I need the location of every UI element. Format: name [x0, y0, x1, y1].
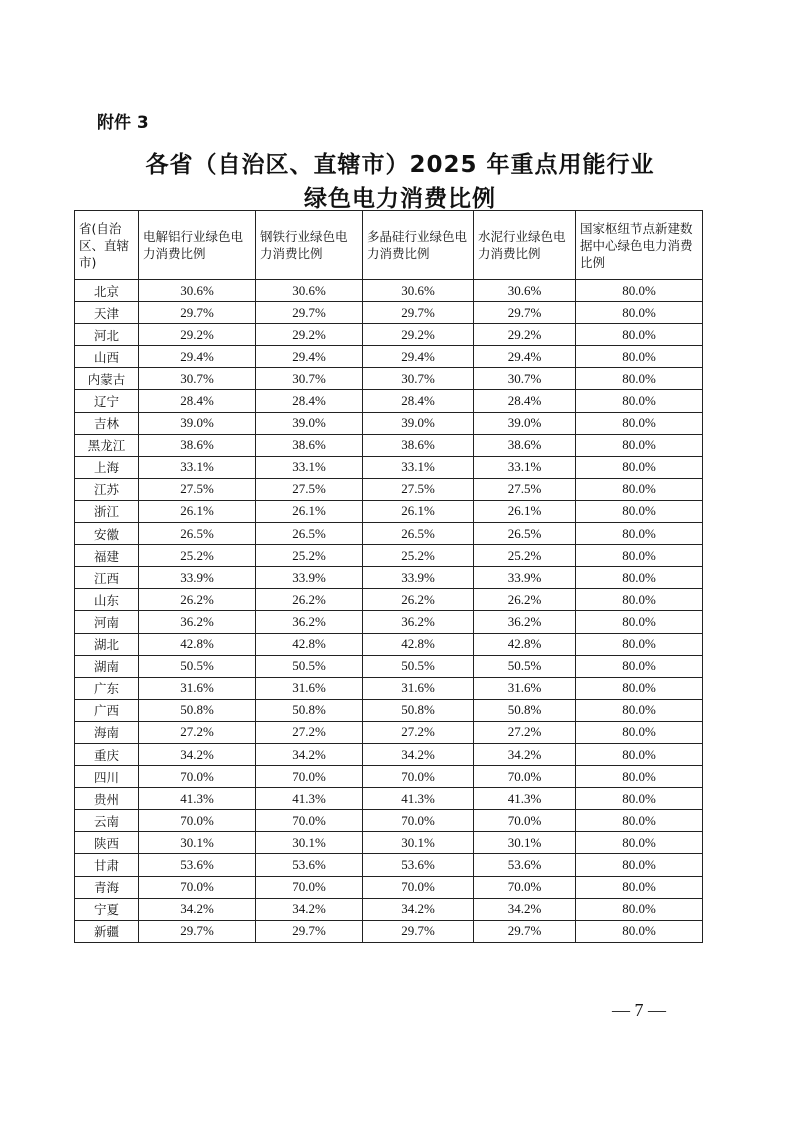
table-row [75, 346, 703, 368]
polysilicon-ratio-cell: 30.7% [363, 368, 474, 390]
data-center-ratio-cell: 80.0% [576, 523, 703, 545]
data-center-ratio-cell: 80.0% [576, 390, 703, 412]
cement-ratio-cell: 34.2% [474, 898, 576, 920]
province-cell: 浙江 [75, 500, 139, 522]
aluminum-ratio-cell: 36.2% [139, 611, 256, 633]
steel-ratio-cell: 33.9% [256, 567, 363, 589]
table-row [75, 412, 703, 434]
data-center-ratio-cell: 80.0% [576, 766, 703, 788]
steel-ratio-cell: 70.0% [256, 810, 363, 832]
data-center-ratio-cell: 80.0% [576, 898, 703, 920]
polysilicon-ratio-cell: 70.0% [363, 766, 474, 788]
province-cell: 云南 [75, 810, 139, 832]
polysilicon-ratio-cell: 39.0% [363, 412, 474, 434]
province-cell: 天津 [75, 302, 139, 324]
table-row [75, 633, 703, 655]
steel-ratio-cell: 27.2% [256, 721, 363, 743]
data-center-ratio-cell: 80.0% [576, 567, 703, 589]
province-cell: 海南 [75, 721, 139, 743]
province-cell: 甘肃 [75, 854, 139, 876]
aluminum-ratio-cell: 28.4% [139, 390, 256, 412]
attachment-label: 附件 3 [97, 113, 149, 133]
table-row [75, 876, 703, 898]
polysilicon-ratio-cell: 30.6% [363, 280, 474, 302]
aluminum-ratio-cell: 41.3% [139, 788, 256, 810]
table-row [75, 456, 703, 478]
steel-ratio-cell: 36.2% [256, 611, 363, 633]
aluminum-ratio-cell: 30.6% [139, 280, 256, 302]
polysilicon-ratio-cell: 26.1% [363, 500, 474, 522]
aluminum-ratio-cell: 50.5% [139, 655, 256, 677]
cement-ratio-cell: 70.0% [474, 810, 576, 832]
aluminum-ratio-cell: 26.1% [139, 500, 256, 522]
province-cell: 黑龙江 [75, 434, 139, 456]
polysilicon-ratio-cell: 29.4% [363, 346, 474, 368]
column-header-cement: 水泥行业绿色电力消费比例 [474, 211, 576, 280]
table-row [75, 324, 703, 346]
data-center-ratio-cell: 80.0% [576, 677, 703, 699]
steel-ratio-cell: 30.1% [256, 832, 363, 854]
polysilicon-ratio-cell: 50.8% [363, 699, 474, 721]
table-row [75, 368, 703, 390]
province-cell: 辽宁 [75, 390, 139, 412]
province-cell: 广东 [75, 677, 139, 699]
data-center-ratio-cell: 80.0% [576, 920, 703, 942]
steel-ratio-cell: 41.3% [256, 788, 363, 810]
polysilicon-ratio-cell: 33.9% [363, 567, 474, 589]
ratio-table [74, 210, 703, 943]
steel-ratio-cell: 29.7% [256, 302, 363, 324]
aluminum-ratio-cell: 30.1% [139, 832, 256, 854]
polysilicon-ratio-cell: 30.1% [363, 832, 474, 854]
province-cell: 贵州 [75, 788, 139, 810]
data-center-ratio-cell: 80.0% [576, 280, 703, 302]
table-row [75, 280, 703, 302]
steel-ratio-cell: 38.6% [256, 434, 363, 456]
data-center-ratio-cell: 80.0% [576, 699, 703, 721]
aluminum-ratio-cell: 70.0% [139, 876, 256, 898]
aluminum-ratio-cell: 50.8% [139, 699, 256, 721]
steel-ratio-cell: 53.6% [256, 854, 363, 876]
province-cell: 吉林 [75, 412, 139, 434]
steel-ratio-cell: 26.2% [256, 589, 363, 611]
aluminum-ratio-cell: 39.0% [139, 412, 256, 434]
column-header-polysilicon: 多晶硅行业绿色电力消费比例 [363, 211, 474, 280]
province-cell: 北京 [75, 280, 139, 302]
table-row [75, 545, 703, 567]
table-row [75, 721, 703, 743]
table-row [75, 611, 703, 633]
table-row [75, 810, 703, 832]
province-cell: 重庆 [75, 743, 139, 765]
polysilicon-ratio-cell: 29.7% [363, 302, 474, 324]
table-row [75, 699, 703, 721]
province-cell: 湖北 [75, 633, 139, 655]
steel-ratio-cell: 29.4% [256, 346, 363, 368]
province-cell: 广西 [75, 699, 139, 721]
table-row [75, 478, 703, 500]
steel-ratio-cell: 39.0% [256, 412, 363, 434]
data-center-ratio-cell: 80.0% [576, 324, 703, 346]
cement-ratio-cell: 26.2% [474, 589, 576, 611]
cement-ratio-cell: 29.4% [474, 346, 576, 368]
data-center-ratio-cell: 80.0% [576, 743, 703, 765]
province-cell: 山西 [75, 346, 139, 368]
aluminum-ratio-cell: 34.2% [139, 743, 256, 765]
province-cell: 上海 [75, 456, 139, 478]
column-header-steel: 钢铁行业绿色电力消费比例 [256, 211, 363, 280]
province-cell: 河南 [75, 611, 139, 633]
table-row [75, 302, 703, 324]
table-header-row [75, 211, 703, 280]
cement-ratio-cell: 70.0% [474, 766, 576, 788]
cement-ratio-cell: 30.6% [474, 280, 576, 302]
province-cell: 福建 [75, 545, 139, 567]
province-cell: 山东 [75, 589, 139, 611]
steel-ratio-cell: 34.2% [256, 898, 363, 920]
data-center-ratio-cell: 80.0% [576, 302, 703, 324]
polysilicon-ratio-cell: 26.2% [363, 589, 474, 611]
steel-ratio-cell: 70.0% [256, 766, 363, 788]
data-center-ratio-cell: 80.0% [576, 434, 703, 456]
cement-ratio-cell: 28.4% [474, 390, 576, 412]
polysilicon-ratio-cell: 27.5% [363, 478, 474, 500]
cement-ratio-cell: 33.1% [474, 456, 576, 478]
table-row [75, 434, 703, 456]
cement-ratio-cell: 26.5% [474, 523, 576, 545]
data-center-ratio-cell: 80.0% [576, 788, 703, 810]
province-cell: 江苏 [75, 478, 139, 500]
data-center-ratio-cell: 80.0% [576, 545, 703, 567]
steel-ratio-cell: 27.5% [256, 478, 363, 500]
polysilicon-ratio-cell: 70.0% [363, 810, 474, 832]
table-row [75, 898, 703, 920]
data-center-ratio-cell: 80.0% [576, 633, 703, 655]
document-title-line-1: 各省（自治区、直辖市）2025 年重点用能行业 [145, 152, 655, 178]
data-center-ratio-cell: 80.0% [576, 655, 703, 677]
steel-ratio-cell: 28.4% [256, 390, 363, 412]
data-center-ratio-cell: 80.0% [576, 611, 703, 633]
polysilicon-ratio-cell: 53.6% [363, 854, 474, 876]
polysilicon-ratio-cell: 70.0% [363, 876, 474, 898]
province-cell: 陕西 [75, 832, 139, 854]
steel-ratio-cell: 33.1% [256, 456, 363, 478]
polysilicon-ratio-cell: 25.2% [363, 545, 474, 567]
province-cell: 四川 [75, 766, 139, 788]
steel-ratio-cell: 29.7% [256, 920, 363, 942]
aluminum-ratio-cell: 25.2% [139, 545, 256, 567]
aluminum-ratio-cell: 33.9% [139, 567, 256, 589]
data-center-ratio-cell: 80.0% [576, 854, 703, 876]
cement-ratio-cell: 38.6% [474, 434, 576, 456]
steel-ratio-cell: 70.0% [256, 876, 363, 898]
steel-ratio-cell: 50.8% [256, 699, 363, 721]
province-cell: 青海 [75, 876, 139, 898]
aluminum-ratio-cell: 26.5% [139, 523, 256, 545]
cement-ratio-cell: 50.5% [474, 655, 576, 677]
cement-ratio-cell: 29.2% [474, 324, 576, 346]
polysilicon-ratio-cell: 36.2% [363, 611, 474, 633]
table-row [75, 788, 703, 810]
steel-ratio-cell: 26.5% [256, 523, 363, 545]
aluminum-ratio-cell: 38.6% [139, 434, 256, 456]
steel-ratio-cell: 25.2% [256, 545, 363, 567]
aluminum-ratio-cell: 42.8% [139, 633, 256, 655]
data-center-ratio-cell: 80.0% [576, 368, 703, 390]
aluminum-ratio-cell: 29.7% [139, 920, 256, 942]
aluminum-ratio-cell: 27.2% [139, 721, 256, 743]
cement-ratio-cell: 39.0% [474, 412, 576, 434]
document-title-line-2: 绿色电力消费比例 [304, 186, 496, 212]
aluminum-ratio-cell: 27.5% [139, 478, 256, 500]
polysilicon-ratio-cell: 50.5% [363, 655, 474, 677]
aluminum-ratio-cell: 31.6% [139, 677, 256, 699]
cement-ratio-cell: 29.7% [474, 920, 576, 942]
data-center-ratio-cell: 80.0% [576, 721, 703, 743]
cement-ratio-cell: 33.9% [474, 567, 576, 589]
aluminum-ratio-cell: 30.7% [139, 368, 256, 390]
aluminum-ratio-cell: 34.2% [139, 898, 256, 920]
cement-ratio-cell: 27.5% [474, 478, 576, 500]
cement-ratio-cell: 30.1% [474, 832, 576, 854]
polysilicon-ratio-cell: 31.6% [363, 677, 474, 699]
cement-ratio-cell: 31.6% [474, 677, 576, 699]
aluminum-ratio-cell: 29.7% [139, 302, 256, 324]
province-cell: 宁夏 [75, 898, 139, 920]
table-row [75, 500, 703, 522]
cement-ratio-cell: 70.0% [474, 876, 576, 898]
cement-ratio-cell: 53.6% [474, 854, 576, 876]
aluminum-ratio-cell: 29.2% [139, 324, 256, 346]
steel-ratio-cell: 50.5% [256, 655, 363, 677]
polysilicon-ratio-cell: 33.1% [363, 456, 474, 478]
aluminum-ratio-cell: 53.6% [139, 854, 256, 876]
cement-ratio-cell: 25.2% [474, 545, 576, 567]
data-center-ratio-cell: 80.0% [576, 346, 703, 368]
steel-ratio-cell: 34.2% [256, 743, 363, 765]
table-row [75, 832, 703, 854]
aluminum-ratio-cell: 29.4% [139, 346, 256, 368]
table-row [75, 677, 703, 699]
province-cell: 湖南 [75, 655, 139, 677]
cement-ratio-cell: 50.8% [474, 699, 576, 721]
table-row [75, 854, 703, 876]
province-cell: 江西 [75, 567, 139, 589]
column-header-data-center: 国家枢纽节点新建数据中心绿色电力消费比例 [576, 211, 703, 280]
province-cell: 河北 [75, 324, 139, 346]
aluminum-ratio-cell: 33.1% [139, 456, 256, 478]
polysilicon-ratio-cell: 29.2% [363, 324, 474, 346]
cement-ratio-cell: 42.8% [474, 633, 576, 655]
cement-ratio-cell: 29.7% [474, 302, 576, 324]
aluminum-ratio-cell: 26.2% [139, 589, 256, 611]
table-row [75, 766, 703, 788]
table-row [75, 567, 703, 589]
data-center-ratio-cell: 80.0% [576, 810, 703, 832]
cement-ratio-cell: 30.7% [474, 368, 576, 390]
province-cell: 新疆 [75, 920, 139, 942]
table-row [75, 589, 703, 611]
page-number: — 7 — [612, 1000, 666, 1020]
polysilicon-ratio-cell: 34.2% [363, 898, 474, 920]
data-center-ratio-cell: 80.0% [576, 832, 703, 854]
data-center-ratio-cell: 80.0% [576, 456, 703, 478]
column-header-province: 省(自治区、直辖市) [75, 211, 139, 280]
table-row [75, 920, 703, 942]
cement-ratio-cell: 36.2% [474, 611, 576, 633]
polysilicon-ratio-cell: 29.7% [363, 920, 474, 942]
data-center-ratio-cell: 80.0% [576, 876, 703, 898]
data-center-ratio-cell: 80.0% [576, 412, 703, 434]
table-row [75, 743, 703, 765]
data-center-ratio-cell: 80.0% [576, 500, 703, 522]
table-row [75, 523, 703, 545]
steel-ratio-cell: 42.8% [256, 633, 363, 655]
data-center-ratio-cell: 80.0% [576, 589, 703, 611]
polysilicon-ratio-cell: 42.8% [363, 633, 474, 655]
polysilicon-ratio-cell: 26.5% [363, 523, 474, 545]
data-center-ratio-cell: 80.0% [576, 478, 703, 500]
province-cell: 安徽 [75, 523, 139, 545]
column-header-aluminum: 电解铝行业绿色电力消费比例 [139, 211, 256, 280]
steel-ratio-cell: 26.1% [256, 500, 363, 522]
table-row [75, 655, 703, 677]
aluminum-ratio-cell: 70.0% [139, 810, 256, 832]
cement-ratio-cell: 27.2% [474, 721, 576, 743]
cement-ratio-cell: 34.2% [474, 743, 576, 765]
cement-ratio-cell: 41.3% [474, 788, 576, 810]
aluminum-ratio-cell: 70.0% [139, 766, 256, 788]
cement-ratio-cell: 26.1% [474, 500, 576, 522]
polysilicon-ratio-cell: 28.4% [363, 390, 474, 412]
steel-ratio-cell: 30.6% [256, 280, 363, 302]
steel-ratio-cell: 29.2% [256, 324, 363, 346]
steel-ratio-cell: 30.7% [256, 368, 363, 390]
polysilicon-ratio-cell: 41.3% [363, 788, 474, 810]
polysilicon-ratio-cell: 34.2% [363, 743, 474, 765]
steel-ratio-cell: 31.6% [256, 677, 363, 699]
table-row [75, 390, 703, 412]
polysilicon-ratio-cell: 27.2% [363, 721, 474, 743]
polysilicon-ratio-cell: 38.6% [363, 434, 474, 456]
province-cell: 内蒙古 [75, 368, 139, 390]
